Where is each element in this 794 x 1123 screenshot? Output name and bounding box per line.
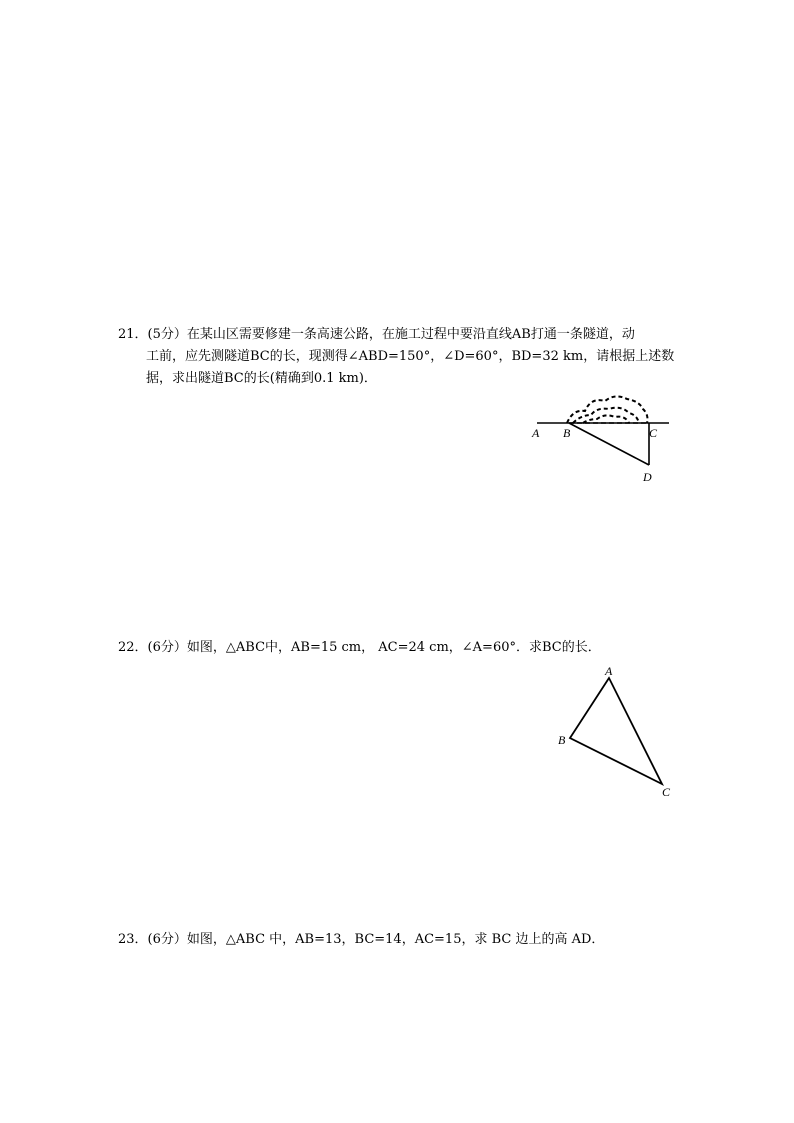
label-a: A [605, 664, 613, 678]
tunnel-figure [525, 385, 675, 485]
question-22-text: 22．(6分）如图，△ABC中，AB=15 cm， AC=24 cm，∠A=60°．求BC的长． [118, 640, 601, 655]
question-23 [118, 929, 678, 951]
question-21-line-3: 据，求出隧道BC的长(精确到0.1 km)． [146, 371, 377, 386]
question-21-line-1: 21．(5分）在某山区需要修建一条高速公路，在施工过程中要沿直线AB打通一条隧道，动 [118, 327, 635, 342]
label-a: A [532, 426, 540, 440]
triangle-abc [570, 678, 662, 784]
question-23-text: 23．(6分）如图，△ABC 中，AB=13，BC=14，AC=15，求 BC 边上的高 AD． [118, 932, 605, 947]
question-22 [118, 637, 678, 659]
label-b: B [563, 426, 571, 440]
triangle-abc-figure [552, 662, 677, 802]
label-b: B [558, 733, 566, 747]
question-21-line-2: 工前，应先测隧道BC的长，现测得∠ABD=150°，∠D=60°，BD=32 km，请根据上述数 [146, 349, 675, 364]
mountain-inner-2 [583, 415, 629, 423]
label-d: D [643, 470, 652, 484]
segment-bd [569, 423, 649, 465]
question-21 [118, 324, 678, 390]
label-c: C [649, 426, 658, 440]
label-c: C [662, 785, 671, 799]
